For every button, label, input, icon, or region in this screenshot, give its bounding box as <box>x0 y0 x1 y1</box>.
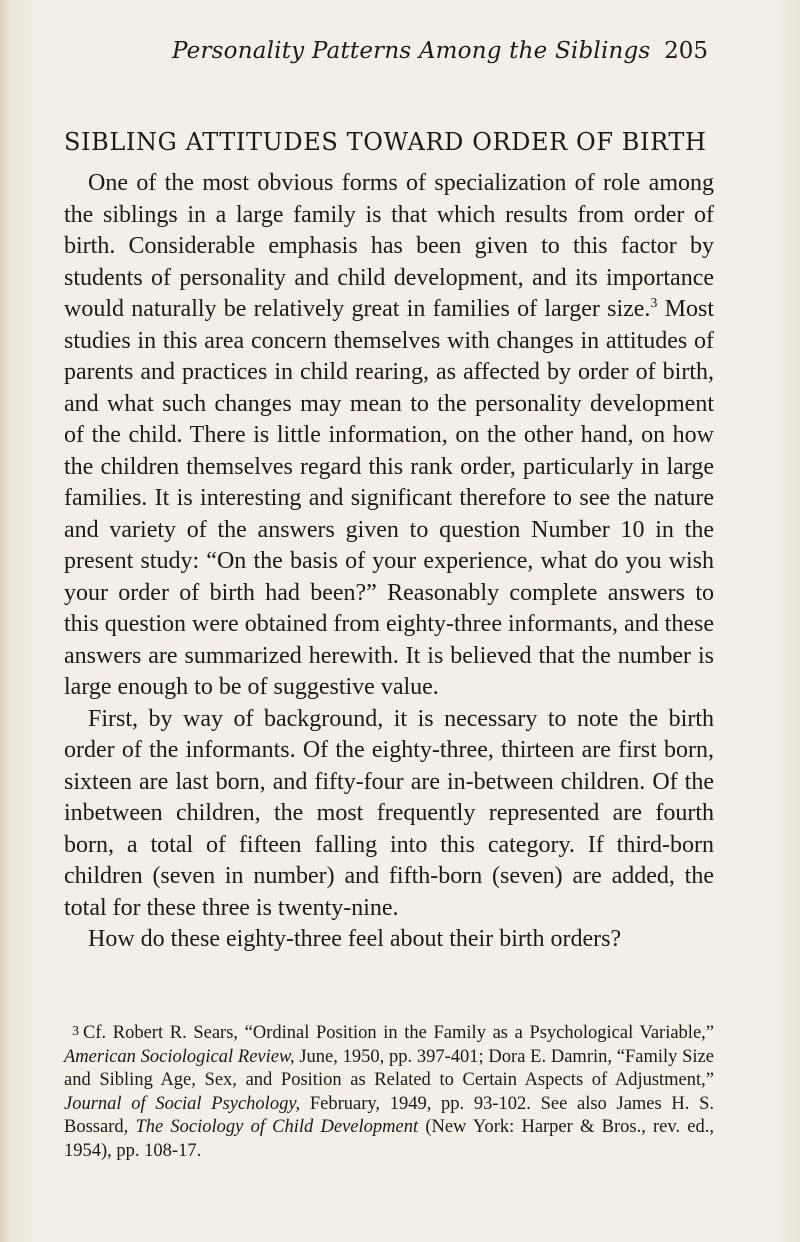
paragraph-2: First, by way of background, it is necessary to note the birth order of the informants. Of the eighty-three, thirteen are first born, sixteen are last born, and fifty-four are in-between children. Of the inbetween children, the most frequently represented are fourth born, a total of fifteen falling into this category. If third-born children (seven in number) and fifth-born (seven) are added, the total for these three is twenty-nine. <box>64 705 714 921</box>
body-text <box>64 168 714 956</box>
footnote-book-title: The Sociology of Child Development <box>135 1117 419 1137</box>
paragraph-3: How do these eighty-three feel about their birth orders? <box>88 926 622 952</box>
footnote-reference: 3 <box>650 296 658 311</box>
section-title: SIBLING ATTITUDES TOWARD ORDER OF BIRTH <box>64 128 707 156</box>
footnote-journal-1: American Sociological Review, <box>64 1046 295 1067</box>
footnote-text <box>64 1020 714 1163</box>
footnote <box>64 1020 714 1163</box>
paragraph-1-text-b: Most studies in this area concern themselves with changes in attitudes of parents and practices in child rearing, as affected by order of birth, and what such changes may mean to the personality development of the child. There is little information, on the other hand, on how the children themselves regard this rank order, particularly in large families. It is interesting and significant therefore to see the nature and variety of the answers given to question Number 10 in the present study: “On the basis of your experience, what do you wish your order of birth had been?” Reasonably complete answers to this question were obtained from eighty-three informants, and these answers are summarized herewith. It is believed that the number is large enough to be of suggestive value. <box>64 296 714 700</box>
footnote-text-1: Cf. Robert R. Sears, “Ordinal Position in the Family as a Psychological Variable,” <box>83 1023 714 1043</box>
footnote-marker: 3 <box>72 1024 79 1039</box>
footnote-text-2: June, 1950, pp. 397-401; Dora E. Damrin, “Family Size and Sibling Age, Sex, and Position as Related to Certain Aspects of Adjustment,” <box>64 1046 714 1090</box>
page-header <box>172 38 708 78</box>
footnote-text-4: (New York: Harper & Bros., rev. ed., 1954), pp. 108-17. <box>64 1117 714 1161</box>
footnote-text-3: February, 1949, pp. 93-102. See also James H. S. Bossard, <box>64 1093 714 1137</box>
footnote-journal-2: Journal of Social Psychology, <box>64 1093 301 1114</box>
running-head: Personality Patterns Among the Siblings <box>172 38 651 64</box>
paragraph-1-text-a: One of the most obvious forms of specialization of role among the siblings in a large family is that which results from order of birth. Considerable emphasis has been given to this factor by students of personality and child development, and its importance would naturally be relatively great in families of larger size. <box>64 170 714 322</box>
paragraph-1 <box>64 168 714 704</box>
page-number: 205 <box>664 38 708 64</box>
